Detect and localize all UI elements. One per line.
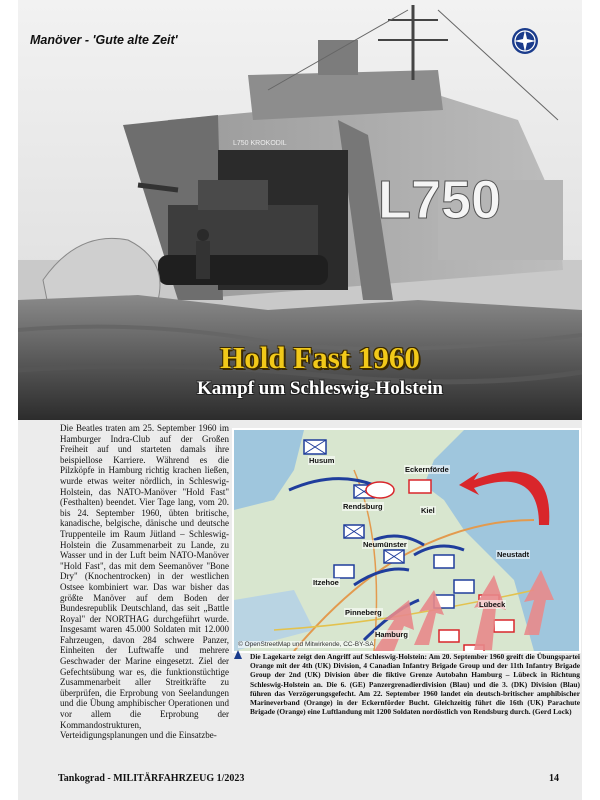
- hull-marking: L750: [378, 170, 502, 230]
- map-label-husum: Husum: [309, 456, 335, 465]
- situation-map: [232, 428, 581, 653]
- section-kicker: Manöver - 'Gute alte Zeit': [30, 33, 178, 47]
- map-label-rendsburg: Rendsburg: [343, 502, 383, 511]
- map-label-eckernfoerde: Eckernförde: [405, 465, 449, 474]
- article-subtitle: Kampf um Schleswig-Holstein: [197, 378, 443, 399]
- bridge-marking: L750 KROKODIL: [233, 140, 287, 147]
- map-label-luebeck: Lübeck: [479, 600, 506, 609]
- map-label-neumuenster: Neumünster: [363, 540, 407, 549]
- footer-publication: Tankograd - MILITÄRFAHRZEUG 1/2023: [58, 773, 245, 784]
- map-label-kiel: Kiel: [421, 506, 435, 515]
- map-label-neustadt: Neustadt: [497, 550, 530, 559]
- page-number: 14: [549, 773, 559, 784]
- body-paragraph: Die Beatles traten am 25. September 1960 im Hamburger Indra-Club auf der Großen Freiheit auf und starteten damals ihre beispiellose Karriere. Während es die Pilzköpfe in Hamburg richtig krachen ließen, wurde etwas weiter nördlich, in Schleswig-Holstein, das NATO-Manöver "Hold Fast" (Festhalten) beendet. Vier Tage lang, vom 20. bis 24. September 1960, übten britische, kanadische, belgische, dänische und deutsche Truppenteile im Raum Jütland – Schleswig-Holstein die Zusammenarbeit zu Lande, zu Wasser und in der Luft beim NATO-Manöver "Hold Fast", das mit dem Seemanöver "Bone Dry" (Knochentrocken) in der westlichen Ostsee kombiniert war. Das war bisher das größte Manöver auf dem Boden der Bundesrepublik Deutschland, das seit „Battle Royal" der NORTHAG durchgeführt wurde. Insgesamt waren 45.000 Soldaten mit 12.000 Fahrzeugen, davon 284 schwere Panzer, Einheiten der Luftwaffe und mehrere Geschwader der Marine eingesetzt. Ziel der Gefechtsübung war es, die funktionstüchtige Zusammenarbeit aller Streitkräfte zu überprüfen, die Erprobung von Seelandungen und die Übung amphibischer Operationen und vor allem die Erprobung der Kommandostrukturen, Verteidigungsplanungen und die Einsatzbe-: [60, 423, 229, 741]
- article-body: [60, 423, 229, 741]
- map-label-hamburg: Hamburg: [375, 630, 408, 639]
- map-caption: Die Lagekarte zeigt den Angriff auf Schleswig-Holstein: Am 20. September 1960 greift die Übungspartei Orange mit der 4th (UK) Division, 4 Canadian Infantry Brigade Group und der 11th Infantry Brigade Group der 2nd (UK) Division über die fiktive Grenze Autobahn Hamburg – Lübeck in Richtung Schleswig-Holstein an. Die 6. (GE) Panzergrenadierdivision (Blau) und die 3. (DK) Division (Blau) führen das Verzögerungsgefecht. Am 22. September 1960 landet ein deutsch-britischer amphibischer Marineverband (Orange) in der Eckernförder Bucht. Gleichzeitig führt die 16th (UK) Parachute Brigade (Orange) eine Luftlandung mit 1200 Soldaten nordöstlich von Rendsburg durch. (Gerd Lock): [250, 652, 580, 717]
- article-title: Hold Fast 1960: [220, 340, 420, 375]
- map-label-pinneberg: Pinneberg: [345, 608, 382, 617]
- title-block: [18, 340, 582, 400]
- magazine-page: [18, 0, 582, 800]
- map-label-itzehoe: Itzehoe: [313, 578, 339, 587]
- caption-triangle-icon: [234, 650, 242, 659]
- map-credit: © OpenStreetMap und Mitwirkende, CC-BY-SA: [238, 641, 374, 648]
- compass-star-icon: [510, 26, 540, 56]
